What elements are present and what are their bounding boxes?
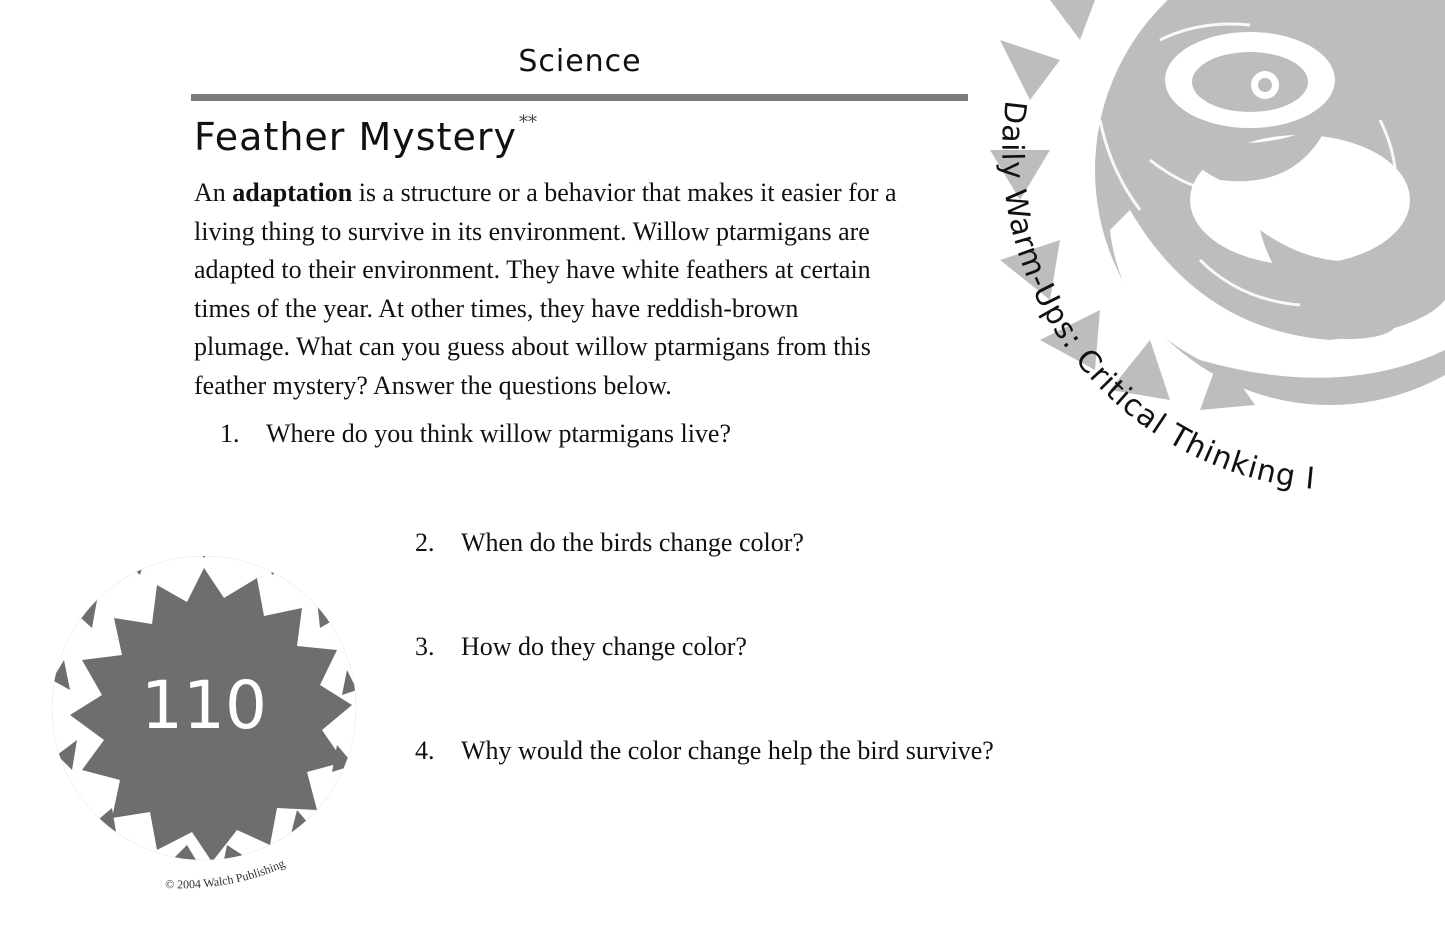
question-text: Where do you think willow ptarmigans live? — [266, 419, 732, 448]
subject-heading: Science — [518, 44, 642, 79]
question-text: How do they change color? — [461, 632, 747, 661]
series-title-text: Daily Warm-Ups: Critical Thinking I — [994, 98, 1318, 497]
intro-line: plumage. What can you guess about willow ptarmigans from this — [194, 332, 871, 361]
key-term: adaptation — [232, 178, 353, 207]
page-number-badge — [52, 540, 357, 870]
intro-line: adapted to their environment. They have white feathers at certain — [194, 255, 871, 284]
intro-line: An adaptation is a structure or a behavior that makes it easier for a — [194, 178, 897, 207]
question-number: 1. — [220, 419, 240, 448]
header-rule — [191, 94, 968, 101]
question-number: 2. — [415, 528, 435, 557]
question-2 — [415, 528, 804, 558]
question-3 — [415, 632, 747, 662]
title-text: Feather Mystery — [194, 115, 517, 159]
copyright-notice — [150, 830, 340, 900]
intro-line: feather mystery? Answer the questions below. — [194, 370, 672, 400]
question-1 — [220, 419, 731, 449]
question-text: When do the birds change color? — [461, 528, 804, 557]
svg-text:Daily Warm-Ups: Critical Think — [994, 99, 1317, 497]
question-number: 4. — [415, 736, 435, 765]
svg-text:© 2004 Walch Publishing — [165, 856, 287, 891]
difficulty-marker: ** — [518, 112, 537, 133]
page-number: 110 — [141, 667, 267, 744]
page-title — [194, 112, 537, 159]
question-4 — [415, 736, 994, 766]
intro-line: living thing to survive in its environment. Willow ptarmigans are — [194, 216, 870, 246]
question-text: Why would the color change help the bird survive? — [461, 736, 994, 765]
intro-paragraph — [194, 174, 984, 405]
question-number: 3. — [415, 632, 435, 661]
intro-line: times of the year. At other times, they have reddish-brown — [194, 293, 799, 323]
copyright-text: © 2004 Walch Publishing — [164, 856, 287, 892]
